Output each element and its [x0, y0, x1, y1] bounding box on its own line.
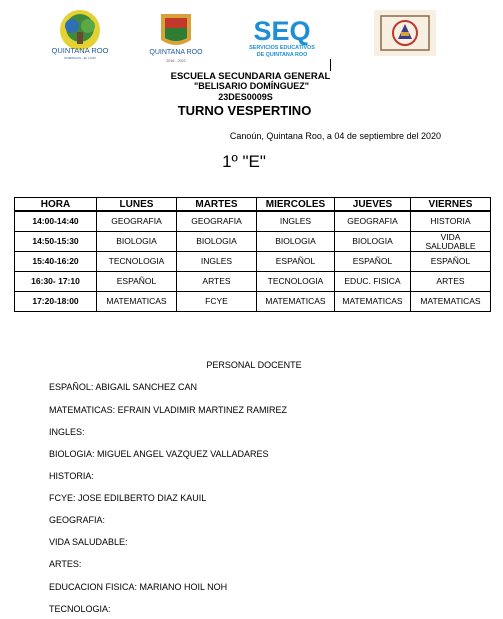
staff-item: HISTORIA:	[49, 471, 94, 481]
subject-cell: ESPAÑOL	[335, 252, 411, 272]
hour-cell: 17:20-18:00	[15, 292, 97, 312]
column-header: JUEVES	[335, 198, 411, 212]
subject-cell: FCYE	[177, 292, 257, 312]
staff-item: MATEMATICAS: EFRAIN VLADIMIR MARTINEZ RAMIREZ	[49, 405, 288, 415]
state-logo-text: QUINTANA ROO	[51, 46, 109, 55]
svg-text:QUINTANA ROO: QUINTANA ROO	[149, 49, 203, 56]
staff-item: ARTES:	[49, 559, 82, 569]
table-row	[15, 292, 491, 312]
place-date: Canoún, Quintana Roo, a 04 de septiembre del 2020	[229, 131, 441, 141]
hour-cell: 16:30- 17:10	[15, 272, 97, 292]
government-logo	[143, 12, 209, 68]
school-name: ESCUELA SECUNDARIA GENERAL	[170, 71, 331, 82]
schedule-table	[14, 197, 491, 312]
seq-logo	[244, 13, 320, 59]
subject-cell: MATEMATICAS	[97, 292, 177, 312]
svg-text:DOMINGOS · EL LUJO: DOMINGOS · EL LUJO	[64, 56, 96, 60]
column-header: LUNES	[97, 198, 177, 212]
table-row	[15, 252, 491, 272]
quintana-roo-state-logo	[46, 8, 114, 62]
subject-cell: INGLES	[257, 211, 335, 232]
hour-cell: 14:50-15:30	[15, 232, 97, 252]
subject-cell: BIOLOGIA	[177, 232, 257, 252]
staff-item: ESPAÑOL: ABIGAIL SANCHEZ CAN	[49, 382, 198, 392]
subject-cell: EDUC. FISICA	[335, 272, 411, 292]
svg-text:DE QUINTANA ROO: DE QUINTANA ROO	[256, 52, 308, 58]
subject-cell: MATEMATICAS	[335, 292, 411, 312]
column-header: MIERCOLES	[257, 198, 335, 212]
staff-item: TECNOLOGIA:	[49, 604, 111, 614]
subject-cell: BIOLOGIA	[257, 232, 335, 252]
staff-item: FCYE: JOSE EDILBERTO DIAZ KAUIL	[49, 493, 207, 503]
subject-cell: TECNOLOGIA	[97, 252, 177, 272]
svg-text:SERVICIOS EDUCATIVOS: SERVICIOS EDUCATIVOS	[249, 45, 315, 51]
staff-item: VIDA SALUDABLE:	[49, 537, 128, 547]
table-row	[15, 272, 491, 292]
staff-item: INGLES:	[49, 427, 85, 437]
subject-cell: TECNOLOGIA	[257, 272, 335, 292]
subject-cell: ARTES	[177, 272, 257, 292]
subject-cell: ESPAÑOL	[257, 252, 335, 272]
subject-cell: GEOGRAFIA	[177, 211, 257, 232]
text-cursor	[330, 59, 331, 71]
staff-item: EDUCACION FISICA: MARIANO HOIL NOH	[49, 582, 228, 592]
staff-item: GEOGRAFIA:	[49, 515, 106, 525]
staff-item: BIOLOGIA: MIGUEL ANGEL VAZQUEZ VALLADARES	[49, 449, 269, 459]
school-emblem-logo	[374, 10, 436, 56]
hour-cell: 15:40-16:20	[15, 252, 97, 272]
shift-title: TURNO VESPERTINO	[177, 103, 312, 118]
subject-cell: ESPAÑOL	[97, 272, 177, 292]
hour-cell: 14:00-14:40	[15, 211, 97, 232]
staff-section-title: PERSONAL DOCENTE	[206, 360, 302, 370]
subject-cell: INGLES	[177, 252, 257, 272]
subject-cell: GEOGRAFIA	[335, 211, 411, 232]
school-code: 23DES0009S	[218, 92, 273, 102]
schedule-header-row	[15, 198, 491, 212]
subject-cell: BIOLOGIA	[335, 232, 411, 252]
school-name-quoted: "BELISARIO DOMÍNGUEZ"	[193, 81, 310, 91]
subject-cell: MATEMATICAS	[257, 292, 335, 312]
svg-text:2016 - 2022: 2016 - 2022	[166, 59, 186, 63]
subject-cell: MATEMATICAS	[411, 292, 491, 312]
column-header: VIERNES	[411, 198, 491, 212]
column-header: MARTES	[177, 198, 257, 212]
svg-text:SEQ: SEQ	[253, 16, 311, 46]
subject-cell: GEOGRAFIA	[97, 211, 177, 232]
group-title: 1º "E"	[222, 152, 266, 171]
subject-cell: ESPAÑOL	[411, 252, 491, 272]
column-header: HORA	[15, 198, 97, 212]
subject-cell: VIDA SALUDABLE	[411, 232, 491, 252]
table-row	[15, 211, 491, 232]
subject-cell: HISTORIA	[411, 211, 491, 232]
subject-cell: ARTES	[411, 272, 491, 292]
table-row	[15, 232, 491, 252]
subject-cell: BIOLOGIA	[97, 232, 177, 252]
